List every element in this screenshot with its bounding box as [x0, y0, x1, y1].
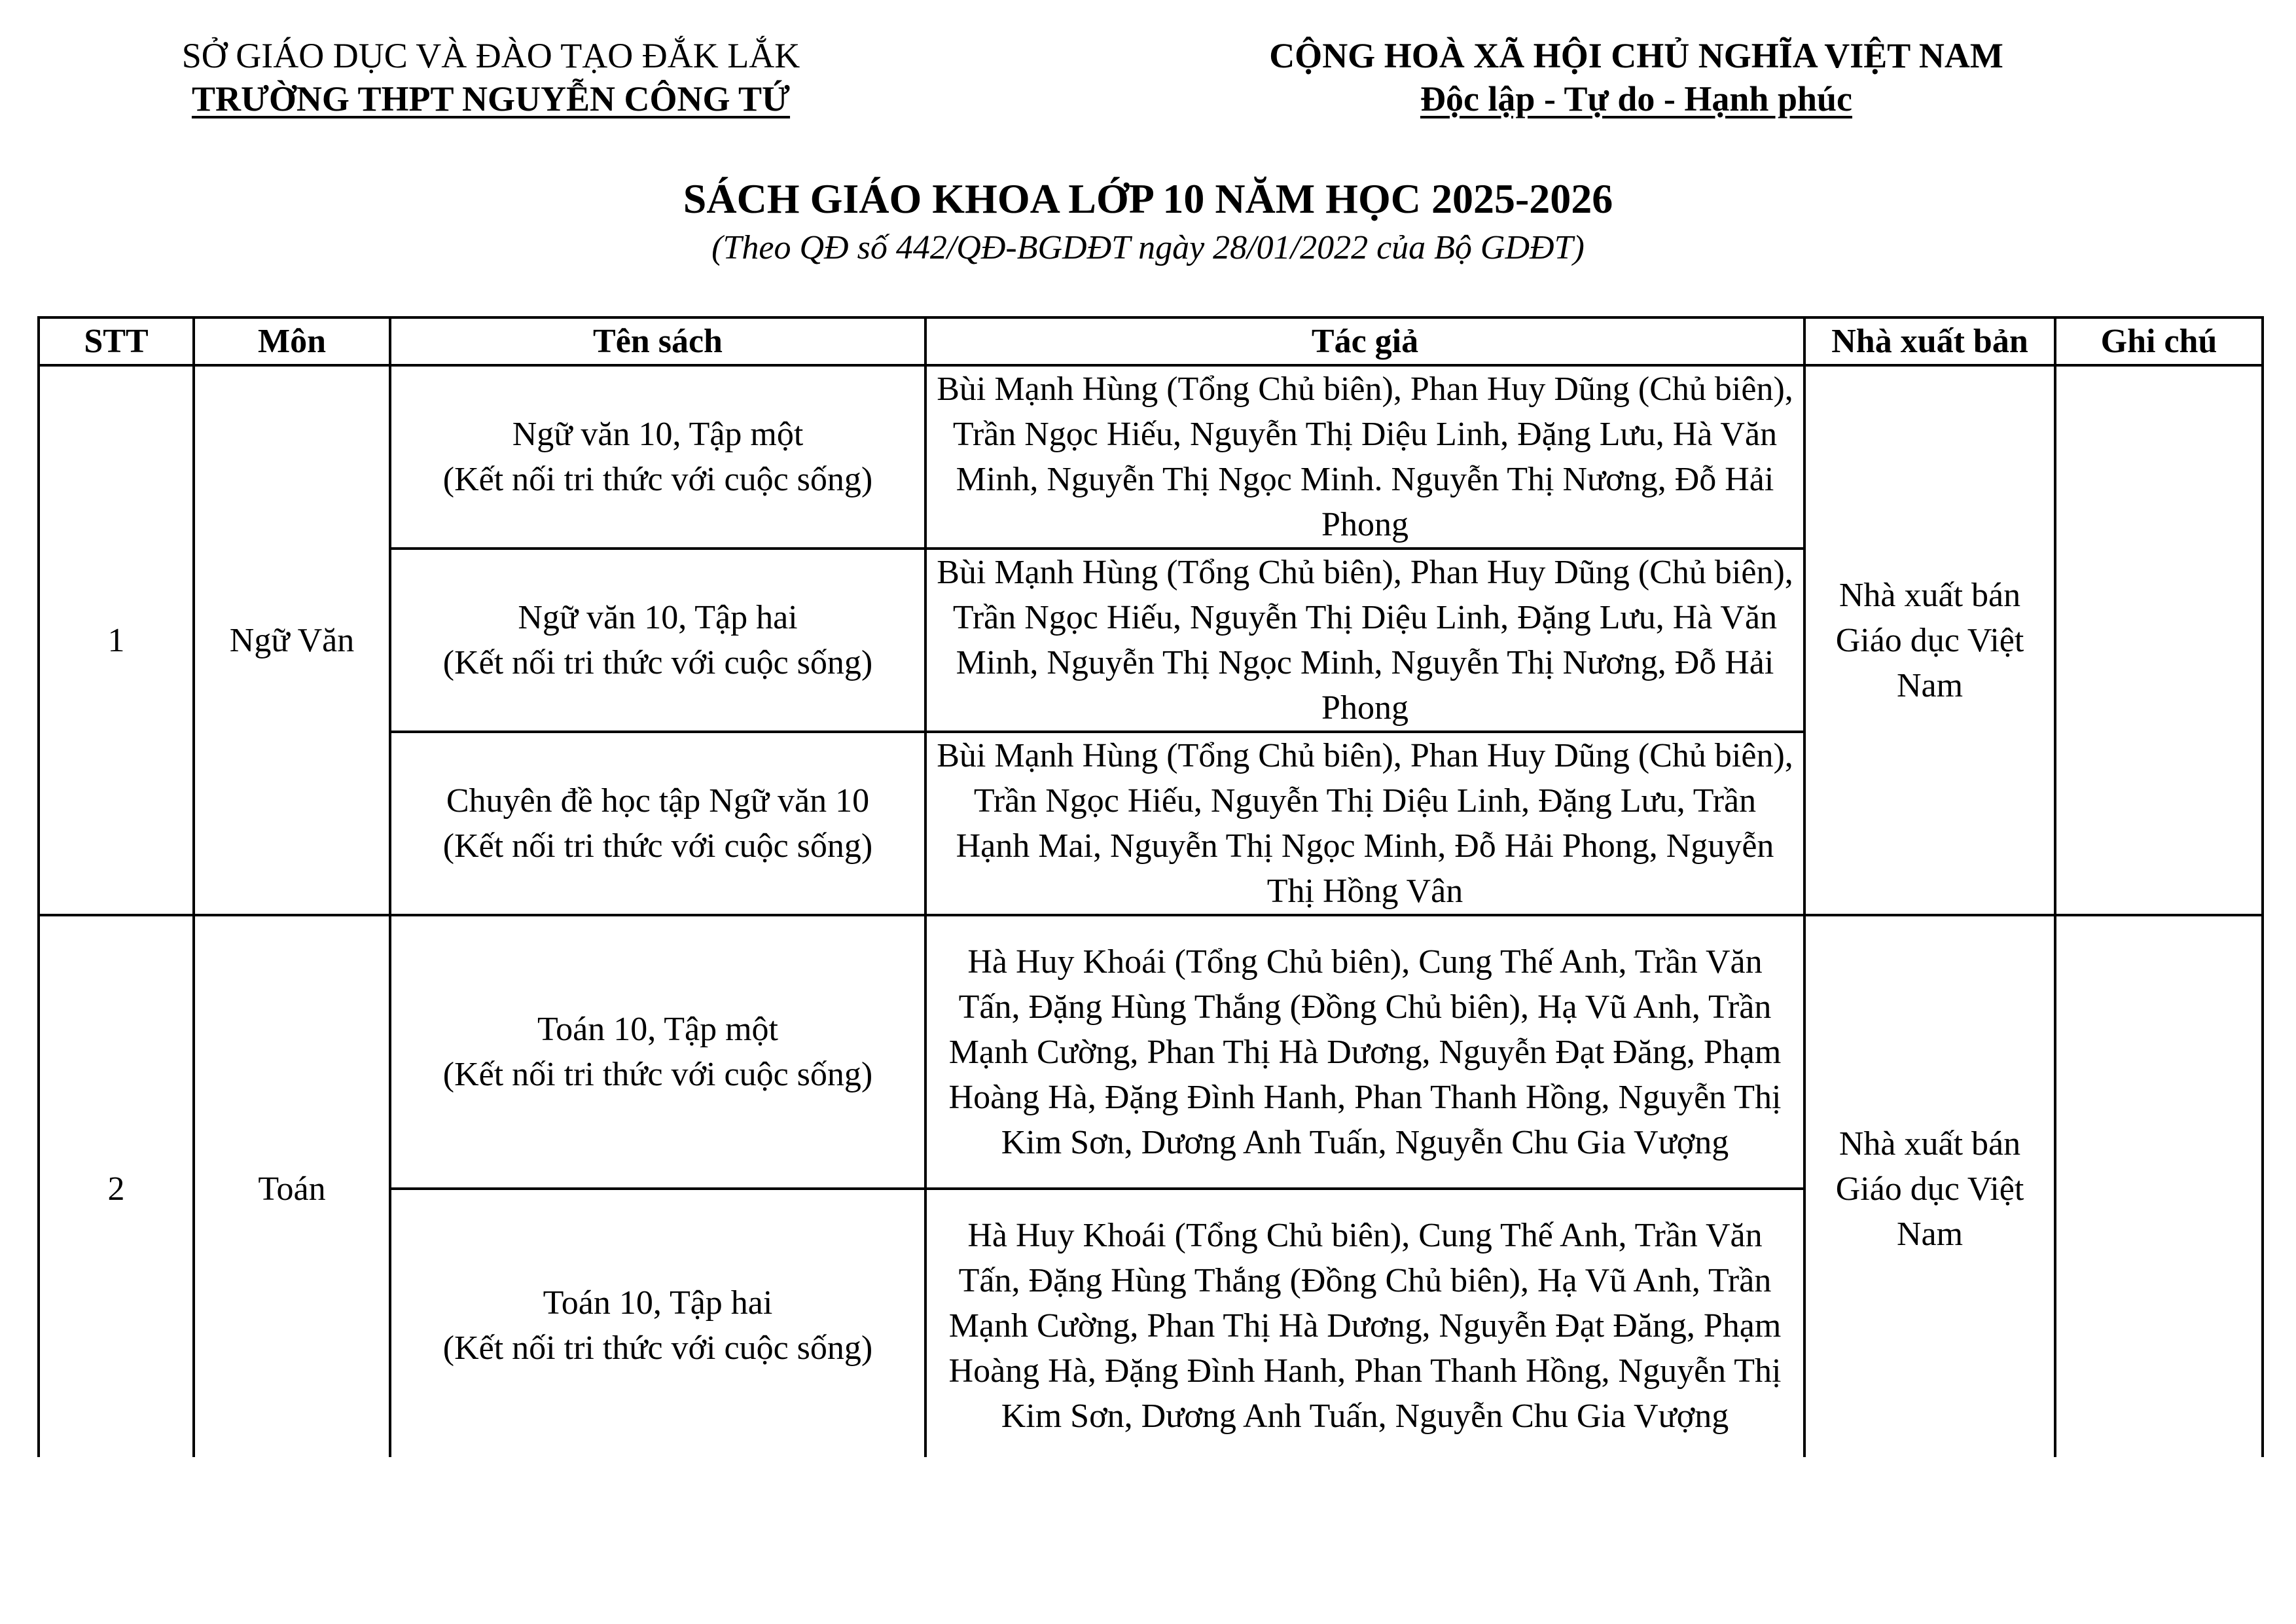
book-series: (Kết nối tri thức với cuộc sống)	[442, 461, 873, 498]
table-header-row	[39, 317, 2263, 365]
authors-cell: Bùi Mạnh Hùng (Tổng Chủ biên), Phan Huy Dũng (Chủ biên), Trần Ngọc Hiếu, Nguyễn Thị Diệu Linh, Đặng Lưu, Trần Hạnh Mai, Nguyễn Thị Ngọc Minh, Đỗ Hải Phong, Nguyễn Thị Hồng Vân	[925, 732, 1804, 915]
column-header-subject: Môn	[194, 317, 390, 365]
authors-cell: Bùi Mạnh Hùng (Tổng Chủ biên), Phan Huy Dũng (Chủ biên), Trần Ngọc Hiếu, Nguyễn Thị Diệu Linh, Đặng Lưu, Hà Văn Minh, Nguyễn Thị Ngọc Minh. Nguyễn Thị Nương, Đỗ Hải Phong	[925, 365, 1804, 549]
book-title: Chuyên đề học tập Ngữ văn 10	[446, 782, 870, 820]
book-title-cell	[390, 915, 925, 1189]
authors-cell: Hà Huy Khoái (Tổng Chủ biên), Cung Thế Anh, Trần Văn Tấn, Đặng Hùng Thắng (Đồng Chủ biên), Hạ Vũ Anh, Trần Mạnh Cường, Phan Thị Hà Dương, Nguyễn Đạt Đăng, Phạm Hoàng Hà, Đặng Đình Hanh, Phan Thanh Hồng, Nguyễn Thị Kim Sơn, Dương Anh Tuấn, Nguyễn Chu Gia Vượng	[925, 915, 1804, 1189]
subject-cell: Toán	[194, 915, 390, 1462]
country-name: CỘNG HOÀ XÃ HỘI CHỦ NGHĨA VIỆT NAM	[1269, 36, 2003, 75]
issuing-authority-header	[131, 34, 851, 120]
note-cell	[2055, 915, 2263, 1462]
note-cell	[2055, 365, 2263, 915]
book-series: (Kết nối tri thức với cuộc sống)	[442, 644, 873, 681]
column-header-publisher: Nhà xuất bản	[1804, 317, 2055, 365]
textbook-table	[37, 316, 2264, 1464]
stt-cell: 1	[39, 365, 194, 915]
book-title: Toán 10, Tập hai	[543, 1284, 773, 1322]
stt-cell: 2	[39, 915, 194, 1462]
book-series: (Kết nối tri thức với cuộc sống)	[442, 827, 873, 865]
book-title-cell	[390, 732, 925, 915]
table-row	[39, 365, 2263, 549]
publisher-cell: Nhà xuất bán Giáo dục Việt Nam	[1804, 915, 2055, 1462]
document-title: SÁCH GIÁO KHOA LỚP 10 NĂM HỌC 2025-2026	[683, 175, 1613, 222]
document-subtitle: (Theo QĐ số 442/QĐ-BGDĐT ngày 28/01/2022 của Bộ GDĐT)	[711, 229, 1585, 266]
column-header-stt: STT	[39, 317, 194, 365]
book-title-cell	[390, 1189, 925, 1462]
book-title: Toán 10, Tập một	[537, 1011, 778, 1048]
book-series: (Kết nối tri thức với cuộc sống)	[442, 1056, 873, 1093]
column-header-authors: Tác giả	[925, 317, 1804, 365]
national-motto: Độc lập - Tự do - Hạnh phúc	[1420, 79, 1853, 118]
column-header-note: Ghi chú	[2055, 317, 2263, 365]
authors-cell: Bùi Mạnh Hùng (Tổng Chủ biên), Phan Huy Dũng (Chủ biên), Trần Ngọc Hiếu, Nguyễn Thị Diệu Linh, Đặng Lưu, Hà Văn Minh, Nguyễn Thị Ngọc Minh, Nguyễn Thị Nương, Đỗ Hải Phong	[925, 549, 1804, 732]
school-name: TRƯỜNG THPT NGUYỄN CÔNG TỨ	[191, 79, 791, 118]
book-series: (Kết nối tri thức với cuộc sống)	[442, 1329, 873, 1367]
column-header-book-title: Tên sách	[390, 317, 925, 365]
department-name: SỞ GIÁO DỤC VÀ ĐÀO TẠO ĐẮK LẮK	[181, 36, 800, 75]
book-title-cell	[390, 549, 925, 732]
authors-cell: Hà Huy Khoái (Tổng Chủ biên), Cung Thế Anh, Trần Văn Tấn, Đặng Hùng Thắng (Đồng Chủ biên), Hạ Vũ Anh, Trần Mạnh Cường, Phan Thị Hà Dương, Nguyễn Đạt Đăng, Phạm Hoàng Hà, Đặng Đình Hanh, Phan Thanh Hồng, Nguyễn Thị Kim Sơn, Dương Anh Tuấn, Nguyễn Chu Gia Vượng	[925, 1189, 1804, 1462]
publisher-cell: Nhà xuất bán Giáo dục Việt Nam	[1804, 365, 2055, 915]
national-motto-header	[1178, 34, 2094, 120]
subject-cell: Ngữ Văn	[194, 365, 390, 915]
document-title-block	[0, 171, 2296, 270]
book-title: Ngữ văn 10, Tập hai	[518, 599, 798, 636]
table-row	[39, 915, 2263, 1189]
book-title-cell	[390, 365, 925, 549]
page-bottom-margin	[0, 1457, 2296, 1624]
book-title: Ngữ văn 10, Tập một	[512, 416, 804, 453]
